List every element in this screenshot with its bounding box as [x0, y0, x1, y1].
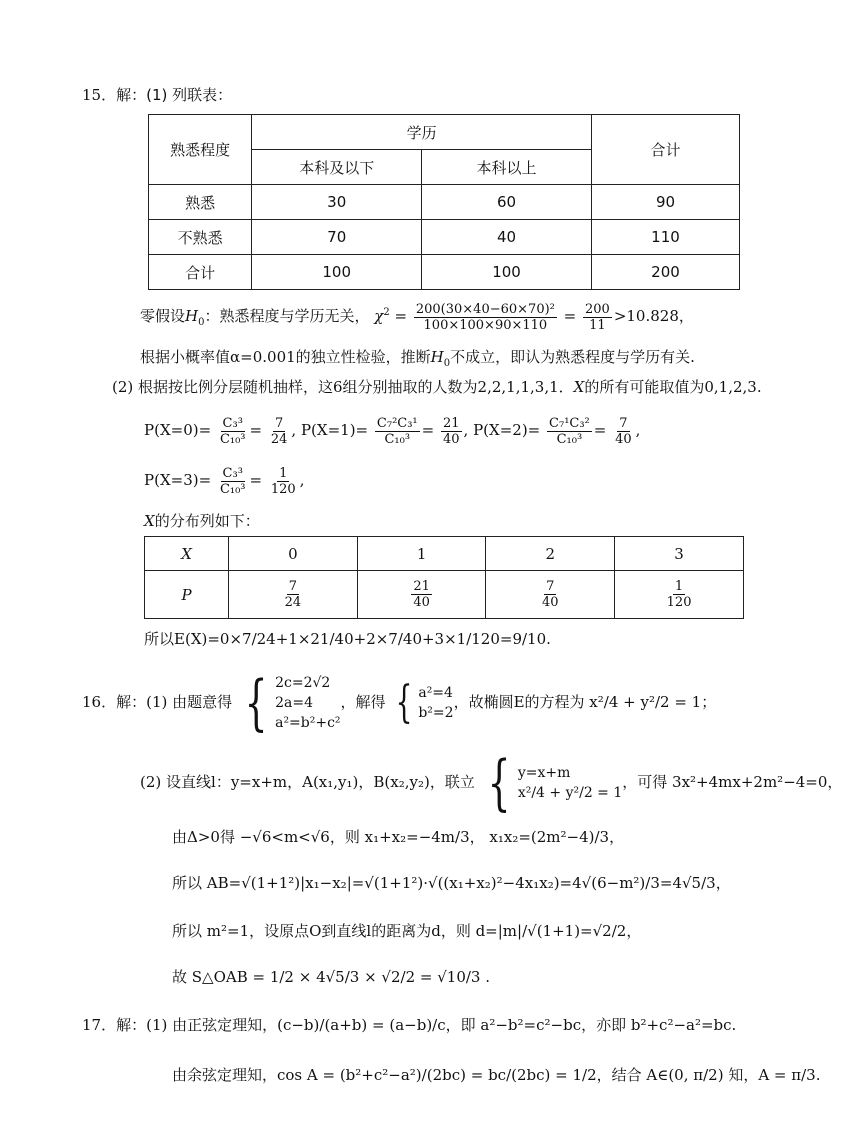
- table-cell: 30: [252, 185, 422, 220]
- p3-value: $\frac{1}{120}$: [270, 465, 296, 497]
- table-cell: 100: [422, 255, 592, 290]
- table-cell: 90: [591, 185, 739, 220]
- dist-title-text: 的分布列如下：: [154, 512, 260, 530]
- q17-line-2: 由余弦定理知，cos A = (b²+c²−a²)/(2bc) = bc/(2bc) = 1/2，结合 A∈(0, π/2) 知，A = π/3.: [172, 1066, 821, 1084]
- q17-label: 17．解：: [82, 1016, 147, 1034]
- table-cell: 200: [591, 255, 739, 290]
- table-cell: 不熟悉: [149, 220, 252, 255]
- conclusion-a: 根据小概率值: [140, 348, 231, 366]
- p1-label: P(X=1)=: [300, 421, 369, 439]
- table-cell: $\frac{7}{40}$: [486, 571, 615, 619]
- dist-p-label: P: [145, 571, 229, 619]
- conclusion-line: 根据小概率值α=0.001的独立性检验，推断$H_0$不成立，即认为熟悉程度与学历有关.: [140, 348, 695, 369]
- table-cell: $\frac{7}{24}$: [229, 571, 358, 619]
- chi-square-tail: >10.828，: [613, 307, 694, 325]
- table-row: [149, 185, 740, 220]
- dist-x-label: X: [145, 537, 229, 571]
- q16-part2: [140, 748, 842, 818]
- table-cell: 合计: [149, 255, 252, 290]
- p2-label: P(X=2)=: [473, 421, 541, 439]
- q15-label: 15．解：: [82, 86, 147, 104]
- table-cell: 2: [486, 537, 615, 571]
- chi-square-fraction: $\frac{\text{200(30×40−60×70)²}}{100\times 100\times 90\times 110}$: [415, 301, 555, 333]
- q16-label: 16．解：: [82, 693, 147, 711]
- expectation-line: [144, 628, 551, 650]
- distribution-table: [144, 536, 744, 619]
- p2-comb: $\frac{\text{C₇¹C₃²}}{\text{C₁₀³}}$: [549, 415, 590, 447]
- p0-comb: $\frac{\text{C₃³}}{\text{C₁₀³}}$: [219, 415, 246, 447]
- ellipse-equation: E的方程为 x²/4 + y²/2 = 1；: [513, 693, 717, 711]
- table-cell: 100: [252, 255, 422, 290]
- p2-value: $\frac{7}{40}$: [615, 415, 632, 447]
- expectation-text: E(X)=0×7/24+1×21/40+2×7/40+3×1/120=9/10.: [174, 630, 551, 648]
- table-col1-header: 本科及以下: [252, 150, 422, 185]
- table-cell: 3: [615, 537, 744, 571]
- q16-part2-prefix: (2) 设直线: [140, 773, 212, 791]
- q15-part1-title: (1) 列联表：: [146, 86, 233, 104]
- expectation-prefix: 所以: [144, 630, 175, 648]
- dist-title: X的分布列如下：: [144, 512, 260, 530]
- system-2: { a²=4 b²=2: [395, 677, 454, 728]
- area-line: 故 S△OAB = 1/2 × 4√5/3 × √2/2 = √10/3 .: [172, 968, 491, 986]
- m-line: 所以 m²=1，设原点O到直线l的距离为d，则 d=|m|/√(1+1)=√2/2，: [172, 922, 642, 940]
- contingency-table: [148, 114, 740, 290]
- table-cell: 110: [591, 220, 739, 255]
- p3-comb: $\frac{\text{C₃³}}{\text{C₁₀³}}$: [219, 465, 246, 497]
- system-3: { y=x+m x²/4 + y²/2 = 1: [487, 748, 623, 818]
- table-cell: $\frac{21}{40}$: [357, 571, 486, 619]
- hypothesis-text: ：熟悉程度与学历无关，: [204, 307, 370, 325]
- chi-square-value: $\frac{200}{11}$: [584, 301, 610, 333]
- table-cell: $\frac{1}{120}$: [615, 571, 744, 619]
- q16-part2-line: l：y=x+m，A(x₁,y₁)，B(x₂,y₂)，联立: [211, 773, 475, 791]
- table-row: [145, 571, 744, 619]
- table-corner: 熟悉程度: [149, 115, 252, 185]
- q16-part2-tail: ，可得 3x²+4mx+2m²−4=0，: [622, 773, 842, 791]
- table-group-header: 学历: [252, 115, 592, 150]
- ab-line: 所以 AB=√(1+1²)|x₁−x₂|=√(1+1²)·√((x₁+x₂)²−4x₁x₂)=4√(6−m²)/3=4√5/3，: [172, 874, 731, 892]
- table-cell: 70: [252, 220, 422, 255]
- delta-line: 由Δ>0得 −√6<m<√6，则 x₁+x₂=−4m/3， x₁x₂=(2m²−4)/3，: [172, 828, 625, 846]
- p1-comb: $\frac{\text{C₇²C₃¹}}{\text{C₁₀³}}$: [376, 415, 418, 447]
- q16-part1: [82, 668, 717, 738]
- table-col2-header: 本科以上: [422, 150, 592, 185]
- q15-part2: (2) 根据按比例分层随机抽样，这6组分别抽取的人数为2,2,1,1,3,1．X的所有可能取值为0,1,2,3.: [112, 378, 762, 396]
- table-cell: 60: [422, 185, 592, 220]
- q15-part2-tail: 的所有可能取值为0,1,2,3.: [584, 378, 762, 396]
- q15-header: [82, 84, 232, 106]
- q17-line1-text: (1) 由正弦定理知，(c−b)/(a+b) = (a−b)/c，即 a²−b²=c²−bc，亦即 b²+c²−a²=bc.: [146, 1016, 737, 1034]
- q17-line-1: [82, 1014, 736, 1036]
- system-1: { 2c=2√2 2a=4 a²=b²+c²: [244, 668, 341, 738]
- table-total-header: 合计: [591, 115, 739, 185]
- hypothesis-prefix: 零假设: [140, 307, 186, 325]
- p0-label: P(X=0)=: [144, 421, 212, 439]
- conclusion-c: 不成立，即认为熟悉程度与学历有关.: [450, 348, 695, 366]
- table-row: [149, 255, 740, 290]
- hypothesis-line: 零假设$H_0$：熟悉程度与学历无关， $\chi^2$ = $\frac{\text{200(30×40−60×70)²}}{100\times 100\times 90\times 110}$ = $\frac{200}{11}$ >10.828，: [140, 301, 694, 333]
- p0-value: $\frac{7}{24}$: [270, 415, 288, 447]
- table-row: [145, 537, 744, 571]
- p1-value: $\frac{21}{40}$: [443, 415, 460, 447]
- table-cell: 1: [357, 537, 486, 571]
- q15-part2-text: (2) 根据按比例分层随机抽样，这6组分别抽取的人数为2,2,1,1,3,1．: [112, 378, 574, 396]
- table-cell: 熟悉: [149, 185, 252, 220]
- solve-text: ，解得: [340, 693, 386, 711]
- q16-part1-prefix: (1) 由题意得: [146, 693, 233, 711]
- table-row: [149, 220, 740, 255]
- prob-line-1: P(X=0)= $\frac{\text{C₃³}}{\text{C₁₀³}}$ = $\frac{7}{24}$ , P(X=1)= $\frac{\text{C₇²C₃¹}}{\text{C₁₀³}}$ = $\frac{21}{40}$ , P(X=2)= $\frac{\text{C₇¹C₃²}}{\text{C₁₀³}}$ = $\frac{7}{40}$ ,: [144, 415, 641, 447]
- table-cell: 0: [229, 537, 358, 571]
- prob-line-2: P(X=3)= $\frac{\text{C₃³}}{\text{C₁₀³}}$ = $\frac{1}{120}$ ,: [144, 465, 305, 497]
- ellipse-text: ，故椭圆: [453, 693, 514, 711]
- table-cell: 40: [422, 220, 592, 255]
- conclusion-b: α=0.001的独立性检验，推断: [230, 348, 431, 366]
- p3-label: P(X=3)=: [144, 471, 212, 489]
